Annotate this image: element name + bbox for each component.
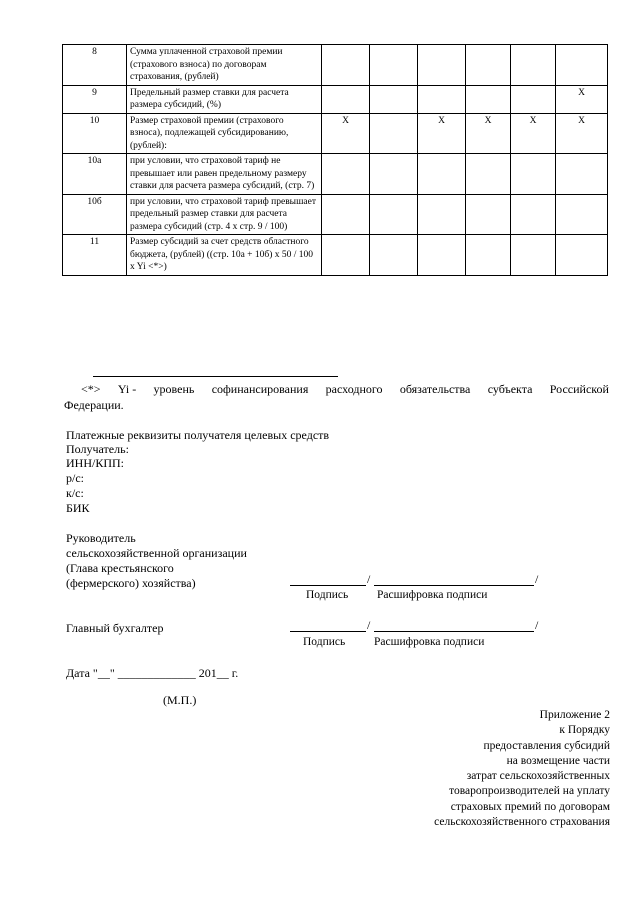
table-cell: X — [556, 85, 608, 113]
footnote-word: софинансирования — [211, 382, 309, 396]
footnote-word: уровень — [153, 382, 195, 396]
footnote-word: расходного — [325, 382, 383, 396]
accountant-decode-line — [374, 631, 534, 632]
table-cell — [466, 85, 511, 113]
table-cell — [466, 235, 511, 276]
row-description: Размер страховой премии (страхового взноса), подлежащей субсидированию, (рублей): — [127, 113, 322, 154]
rs-label: р/с: — [66, 471, 84, 485]
bik-label: БИК — [66, 501, 90, 515]
row-number: 11 — [63, 235, 127, 276]
table-cell — [466, 194, 511, 235]
table-cell: X — [511, 113, 556, 154]
table-cell: X — [556, 113, 608, 154]
footnote-divider — [93, 376, 338, 377]
subsidy-calculation-table — [62, 44, 608, 276]
table-cell — [418, 85, 466, 113]
table-cell — [511, 85, 556, 113]
table-cell — [418, 154, 466, 195]
table-cell — [556, 194, 608, 235]
appendix-header — [350, 708, 610, 830]
table-cell — [511, 235, 556, 276]
accountant-slash: / — [367, 618, 371, 632]
table-cell — [322, 85, 370, 113]
table-cell — [370, 194, 418, 235]
appendix-line: сельскохозяйственного страхования — [434, 816, 610, 829]
table-cell — [370, 85, 418, 113]
head-slash-end: / — [535, 572, 539, 586]
table-row — [63, 45, 608, 86]
row-description: при условии, что страховой тариф не превышает или равен предельному размеру ставки для расчета размера субсидий, (стр. 7) — [127, 154, 322, 195]
inn-kpp-label: ИНН/КПП: — [66, 456, 125, 470]
table-row — [63, 113, 608, 154]
table-cell: X — [418, 113, 466, 154]
table-cell — [556, 154, 608, 195]
table-row — [63, 194, 608, 235]
head-signature-caption: Подпись — [306, 589, 349, 601]
appendix-line: Приложение 2 — [539, 709, 610, 721]
footnote-word: обязательства — [399, 382, 471, 396]
table-cell — [370, 45, 418, 86]
table-row — [63, 85, 608, 113]
table-cell: X — [466, 113, 511, 154]
footnote-word: субъекта — [487, 382, 533, 396]
table-cell — [556, 45, 608, 86]
head-title-line-1: Руководитель — [66, 531, 136, 545]
recipient-label: Получатель: — [66, 442, 129, 456]
head-decode-line — [374, 585, 534, 586]
table-cell — [466, 154, 511, 195]
accountant-signature-line — [290, 631, 366, 632]
footnote-word: Российской — [549, 382, 609, 396]
table-cell — [322, 45, 370, 86]
payment-title: Платежные реквизиты получателя целевых средств — [66, 428, 330, 442]
accountant-label: Главный бухгалтер — [66, 621, 164, 635]
table-cell — [370, 154, 418, 195]
head-title-line-3: (Глава крестьянского — [66, 561, 174, 575]
accountant-slash-end: / — [535, 618, 539, 632]
footnote-word: Yi - — [117, 382, 137, 396]
table-row — [63, 154, 608, 195]
table-cell — [322, 235, 370, 276]
table-row — [63, 235, 608, 276]
table-cell — [511, 45, 556, 86]
table-cell — [370, 235, 418, 276]
table-cell — [466, 45, 511, 86]
row-description: Сумма уплаченной страховой премии (страхового взноса) по договорам страхования, (рублей) — [127, 45, 322, 86]
appendix-line: товаропроизводителей на уплату — [449, 785, 610, 798]
row-number: 8 — [63, 45, 127, 86]
head-signature-line — [290, 585, 366, 586]
row-number: 10а — [63, 154, 127, 195]
row-description: при условии, что страховой тариф превышает предельный размер ставки для расчета размера субсидий (стр. 4 x стр. 9 / 100) — [127, 194, 322, 235]
table-cell — [556, 235, 608, 276]
appendix-line: затрат сельскохозяйственных — [466, 770, 610, 783]
table-cell: X — [322, 113, 370, 154]
row-description: Размер субсидий за счет средств областного бюджета, (рублей) ((стр. 10а + 10б) x 50 / 100 x Yi <*>) — [127, 235, 322, 276]
head-title-line-4: (фермерского) хозяйства) — [66, 576, 196, 590]
appendix-line: на возмещение части — [506, 754, 610, 767]
footnote — [64, 381, 609, 413]
row-number: 9 — [63, 85, 127, 113]
accountant-decode-caption: Расшифровка подписи — [374, 636, 485, 648]
ks-label: к/с: — [66, 486, 84, 500]
date-line: Дата "__" _____________ 201__ г. — [66, 666, 239, 680]
stamp-place: (М.П.) — [163, 693, 197, 707]
row-description: Предельный размер ставки для расчета размера субсидий, (%) — [127, 85, 322, 113]
row-number: 10 — [63, 113, 127, 154]
footnote-word: <*> — [81, 382, 101, 396]
table-cell — [370, 113, 418, 154]
table-cell — [511, 154, 556, 195]
footnote-line-2: Федерации. — [64, 398, 124, 412]
head-title-line-2: сельскохозяйственной организации — [66, 546, 247, 560]
head-slash: / — [367, 572, 371, 586]
table-cell — [511, 194, 556, 235]
table-cell — [418, 235, 466, 276]
appendix-line: страховых премий по договорам — [450, 800, 610, 813]
accountant-signature-caption: Подпись — [303, 636, 346, 648]
head-decode-caption: Расшифровка подписи — [377, 589, 488, 601]
table-cell — [418, 45, 466, 86]
appendix-line: предоставления субсидий — [483, 739, 610, 752]
table-cell — [418, 194, 466, 235]
table-cell — [322, 194, 370, 235]
appendix-line: к Порядку — [559, 724, 610, 737]
row-number: 10б — [63, 194, 127, 235]
table-cell — [322, 154, 370, 195]
